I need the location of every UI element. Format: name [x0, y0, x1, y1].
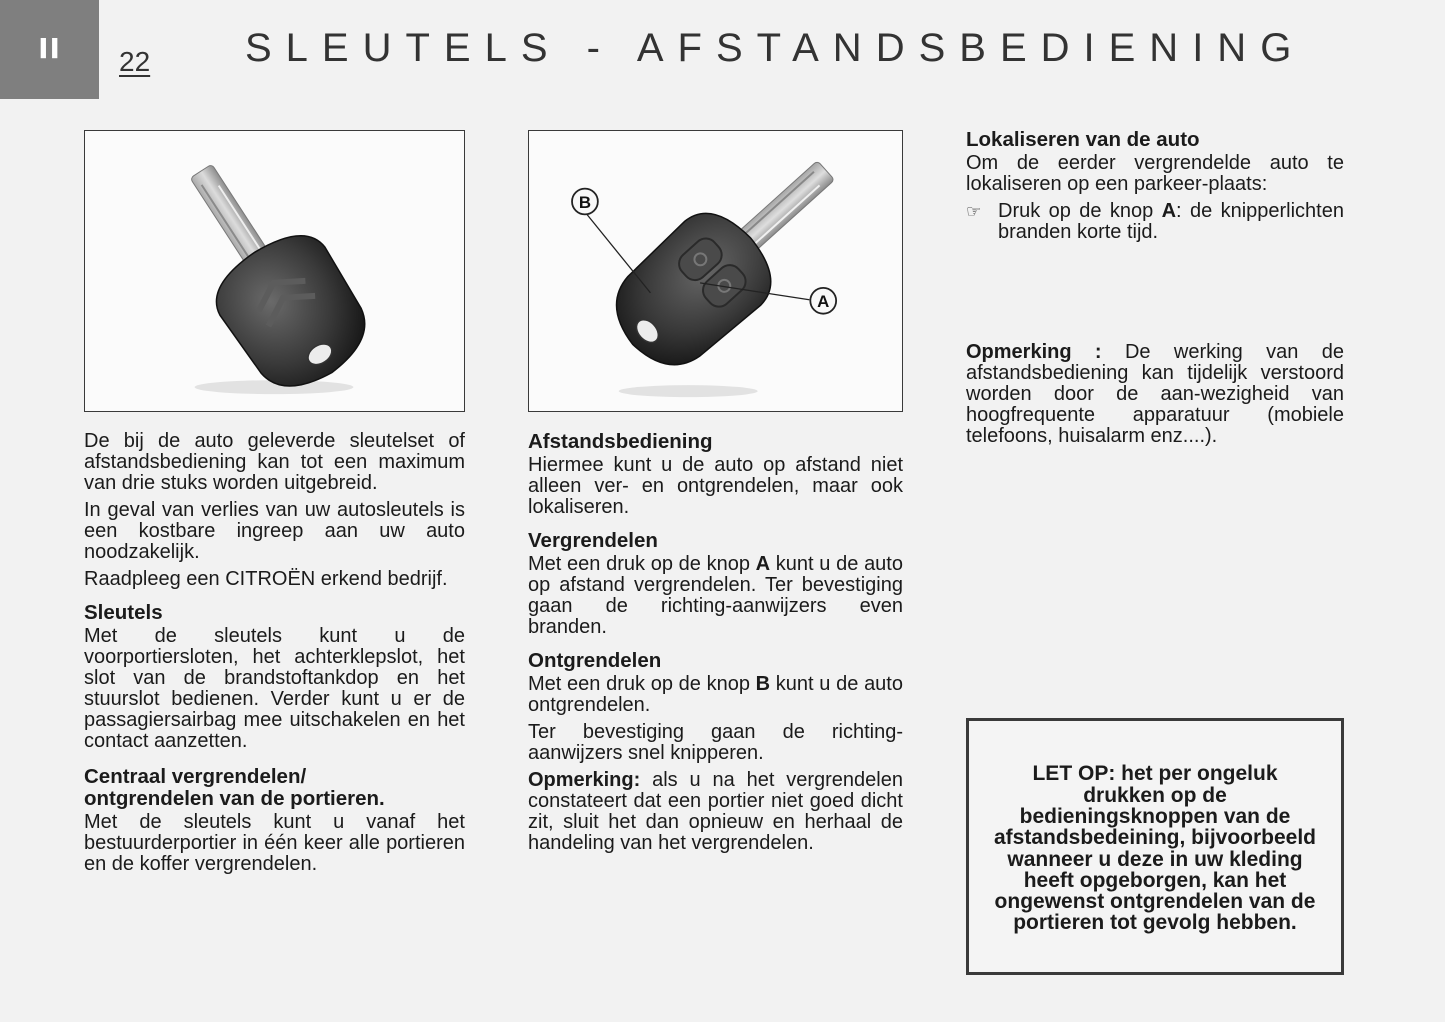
bullet-text — [998, 201, 1344, 243]
text-fragment: kunt u de auto op afstand vergrendelen. Ter bevestiging gaan de richting-aanwijzers even branden. — [528, 553, 903, 638]
lokaliseren-paragraph: Om de eerder vergrendelde auto te lokaliseren op een parkeer-plaats: — [966, 152, 1344, 195]
column-middle — [528, 431, 903, 860]
chapter-tab — [0, 0, 99, 99]
key-figure — [84, 130, 465, 412]
heading-centraal — [84, 766, 465, 810]
heading-lokaliseren: Lokaliseren van de auto — [966, 128, 1200, 151]
heading-sleutels: Sleutels — [84, 601, 163, 624]
note-text: De werking van de afstandsbediening kan tijdelijk verstoord worden door de aan-wezigheid van hoogfrequente apparatuur (mobiele telefoons, huisalarm enz....). — [966, 341, 1344, 447]
page-title: SLEUTELS - AFSTANDSBEDIENING — [245, 26, 1306, 70]
ontgrendelen-paragraph — [528, 674, 903, 716]
callout-a-label: A — [817, 292, 830, 312]
page-number: 22 — [119, 46, 151, 77]
button-a-ref: A — [755, 553, 771, 575]
afstand-paragraph: Hiermee kunt u de auto op afstand niet alleen ver- en ontgrendelen, maar ook lokaliseren. — [528, 454, 903, 518]
centraal-paragraph: Met de sleutels kunt u vanaf het bestuurderportier in één keer alle portieren en de koffer vergrendelen. — [84, 811, 465, 875]
text-fragment: kunt u de auto ontgrendelen. — [528, 673, 903, 716]
warning-box — [966, 718, 1344, 975]
lokaliseren-bullet — [966, 201, 1344, 243]
intro-paragraph: De bij de auto geleverde sleutelset of afstandsbediening kan tot een maximum van drie stuks worden uitgebreid. — [84, 430, 465, 494]
callout-b-label: B — [578, 192, 592, 212]
heading-afstandsbediening: Afstandsbediening — [528, 430, 713, 453]
vergrendelen-paragraph — [528, 554, 903, 638]
heading-centraal-line1: Centraal vergrendelen/ — [84, 765, 307, 788]
right-note — [966, 342, 1344, 447]
heading-centraal-line2: ontgrendelen van de portieren. — [84, 787, 385, 810]
text-fragment: Druk op de knop — [998, 200, 1162, 222]
chapter-label: II — [38, 32, 61, 65]
warning-text: LET OP: het per ongeluk drukken op de bedieningsknoppen van de afstandsbedeining, bijvoorbeeld wanneer u deze in uw kleding heeft opgeborgen, kan het ongewenst ontgrendelen van de portieren tot gevolg hebben. — [993, 762, 1317, 935]
column-left — [84, 431, 465, 881]
text-fragment: Met een druk op de knop — [528, 673, 756, 695]
text-fragment: Met een druk op de knop — [528, 553, 756, 575]
sleutels-paragraph: Met de sleutels kunt u de voorportiersloten, het achterklepslot, het slot van de brandstoftankdop en het stuurslot bedienen. Verder kunt u er de passagiersairbag mee uitschakelen en het contact aanzetten. — [84, 625, 465, 752]
column-right — [966, 129, 1344, 453]
ontgrendelen-confirm-paragraph: Ter bevestiging gaan de richting-aanwijzers snel knipperen. — [528, 721, 903, 764]
remote-figure — [528, 130, 903, 412]
citroen-key-icon — [85, 131, 464, 411]
heading-ontgrendelen: Ontgrendelen — [528, 649, 662, 672]
note-label: Opmerking: — [528, 769, 641, 791]
dealer-paragraph: Raadpleeg een CITROËN erkend bedrijf. — [84, 568, 448, 590]
button-b-ref: B — [755, 673, 771, 695]
text-fragment: : de knipperlichten branden korte tijd. — [998, 200, 1344, 243]
note-label: Opmerking : — [966, 341, 1102, 363]
remote-key-icon — [529, 131, 902, 411]
loss-paragraph: In geval van verlies van uw autosleutels is een kostbare ingreep aan uw auto noodzakelijk. — [84, 499, 465, 563]
heading-vergrendelen: Vergrendelen — [528, 529, 658, 552]
pointing-hand-icon: ☞ — [966, 202, 982, 221]
button-a-ref: A — [1161, 200, 1177, 222]
middle-note — [528, 770, 903, 854]
note-text: als u na het vergrendelen constateert dat een portier niet goed dicht zit, sluit het dan opnieuw en herhaal de handeling van het vergrendelen. — [528, 769, 903, 854]
